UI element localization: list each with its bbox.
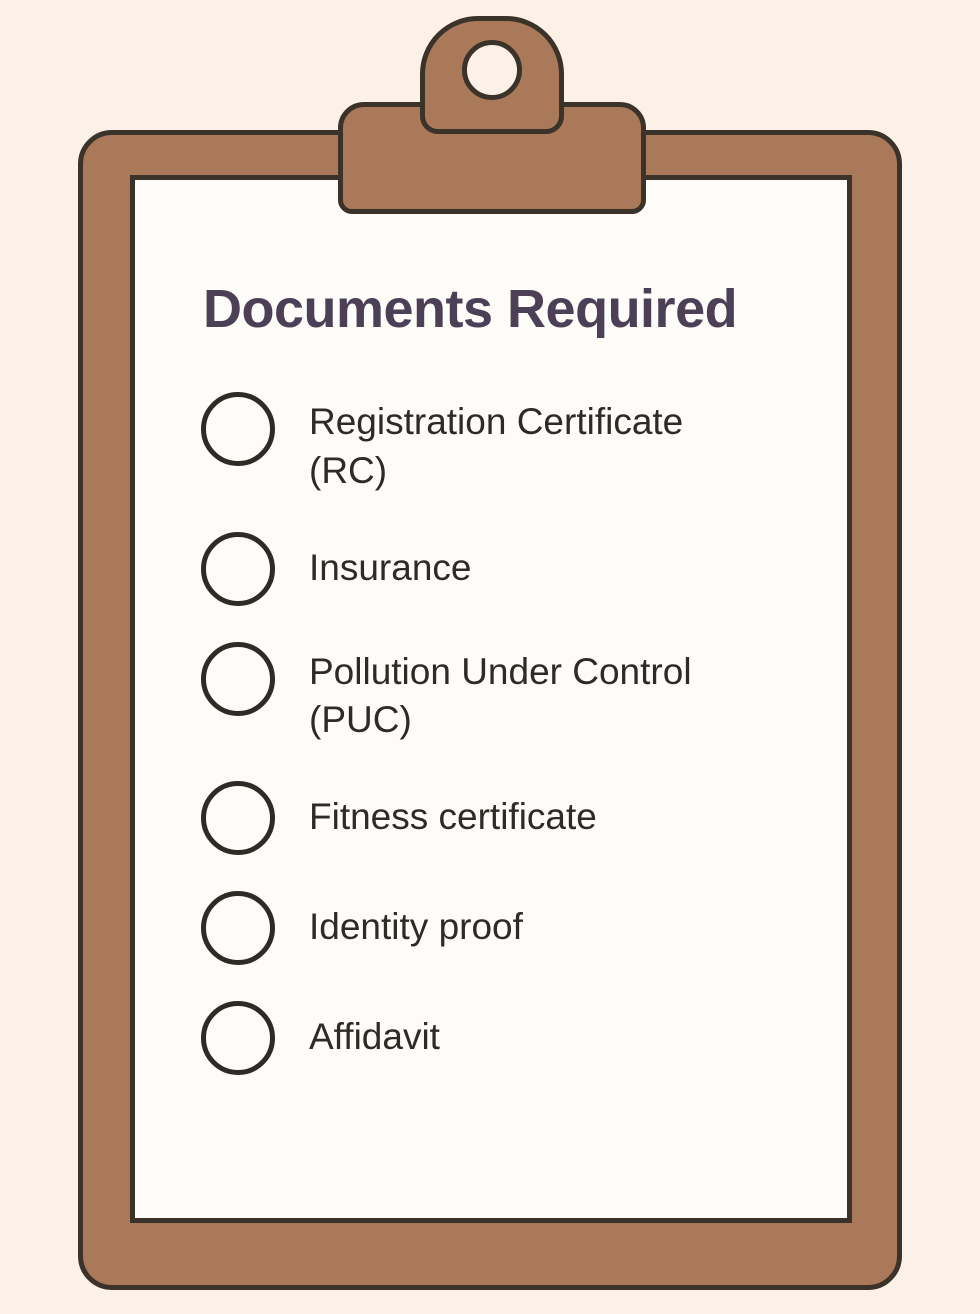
list-item[interactable]: [201, 392, 801, 496]
documents-checklist: [201, 392, 801, 1111]
clip-hole-icon: [462, 40, 522, 100]
list-item-label: Registration Certificate (RC): [309, 401, 684, 491]
checkbox-icon[interactable]: [201, 532, 275, 606]
checkbox-icon[interactable]: [201, 891, 275, 965]
list-item-label: Identity proof: [309, 906, 523, 948]
list-item-label: Insurance: [309, 546, 472, 588]
list-item[interactable]: [201, 532, 801, 606]
list-item[interactable]: [201, 1001, 801, 1075]
paper-sheet: [130, 175, 852, 1223]
list-item-label: Affidavit: [309, 1016, 440, 1058]
list-item[interactable]: [201, 891, 801, 965]
checkbox-icon[interactable]: [201, 392, 275, 466]
paper-content: [135, 180, 847, 1218]
checkbox-icon[interactable]: [201, 1001, 275, 1075]
list-item-label: Fitness certificate: [309, 796, 597, 838]
checkbox-icon[interactable]: [201, 642, 275, 716]
checkbox-icon[interactable]: [201, 781, 275, 855]
list-item[interactable]: [201, 642, 801, 746]
list-item-label: Pollution Under Control (PUC): [309, 650, 692, 741]
list-item[interactable]: [201, 781, 801, 855]
page-title: Documents Required: [203, 279, 738, 339]
